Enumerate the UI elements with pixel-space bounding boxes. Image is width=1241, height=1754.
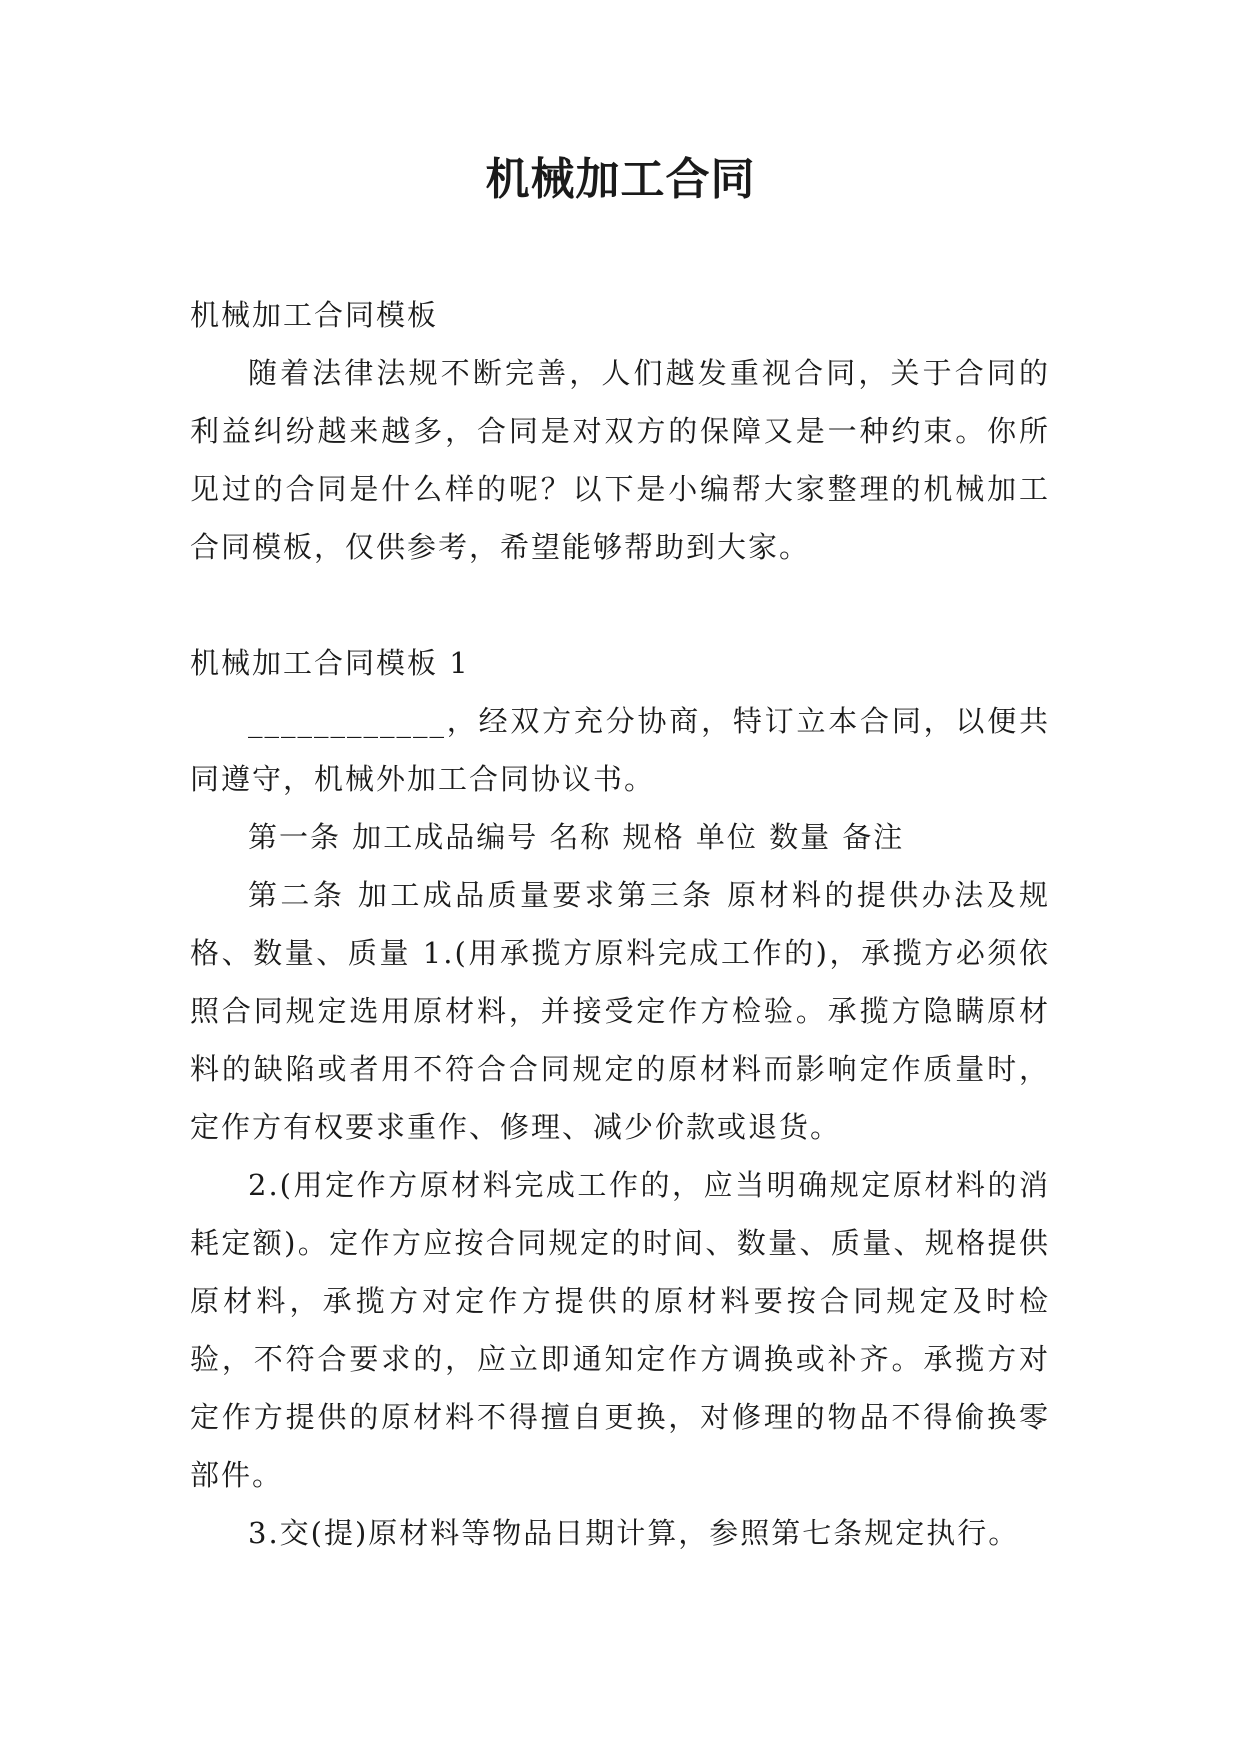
template-heading: 机械加工合同模板 1 bbox=[190, 646, 470, 680]
article-1: 第一条 加工成品编号 名称 规格 单位 数量 备注 bbox=[248, 820, 905, 854]
article-2-3: 第二条 加工成品质量要求第三条 原材料的提供办法及规格、数量、质量 1.(用承揽方原料完成工作的)，承揽方必须依照合同规定选用原材料，并接受定作方检验。承揽方隐瞒原材料的缺陷或者用不符合合同规定的原材料而影响定作质量时，定作方有权要求重作、修理、减少价款或退货。 bbox=[190, 878, 1050, 1144]
document-body bbox=[190, 286, 1050, 1562]
document-title: 机械加工合同 bbox=[485, 154, 756, 205]
intro-paragraph: 随着法律法规不断完善，人们越发重视合同，关于合同的利益纠纷越来越多，合同是对双方的保障又是一种约束。你所见过的合同是什么样的呢？以下是小编帮大家整理的机械加工合同模板，仅供参考，希望能够帮助到大家。 bbox=[190, 356, 1050, 564]
clause-2: 2.(用定作方原材料完成工作的，应当明确规定原材料的消耗定额)。定作方应按合同规定的时间、数量、质量、规格提供原材料，承揽方对定作方提供的原材料要按合同规定及时检验，不符合要求的，应立即通知定作方调换或补齐。承揽方对定作方提供的原材料不得擅自更换，对修理的物品不得偷换零部件。 bbox=[190, 1168, 1050, 1492]
clause-3: 3.交(提)原材料等物品日期计算，参照第七条规定执行。 bbox=[248, 1516, 1020, 1550]
section-heading: 机械加工合同模板 bbox=[190, 298, 439, 332]
preamble-paragraph: ____________，经双方充分协商，特订立本合同，以便共同遵守，机械外加工合同协议书。 bbox=[190, 704, 1050, 796]
paragraph-gap bbox=[190, 576, 1050, 634]
